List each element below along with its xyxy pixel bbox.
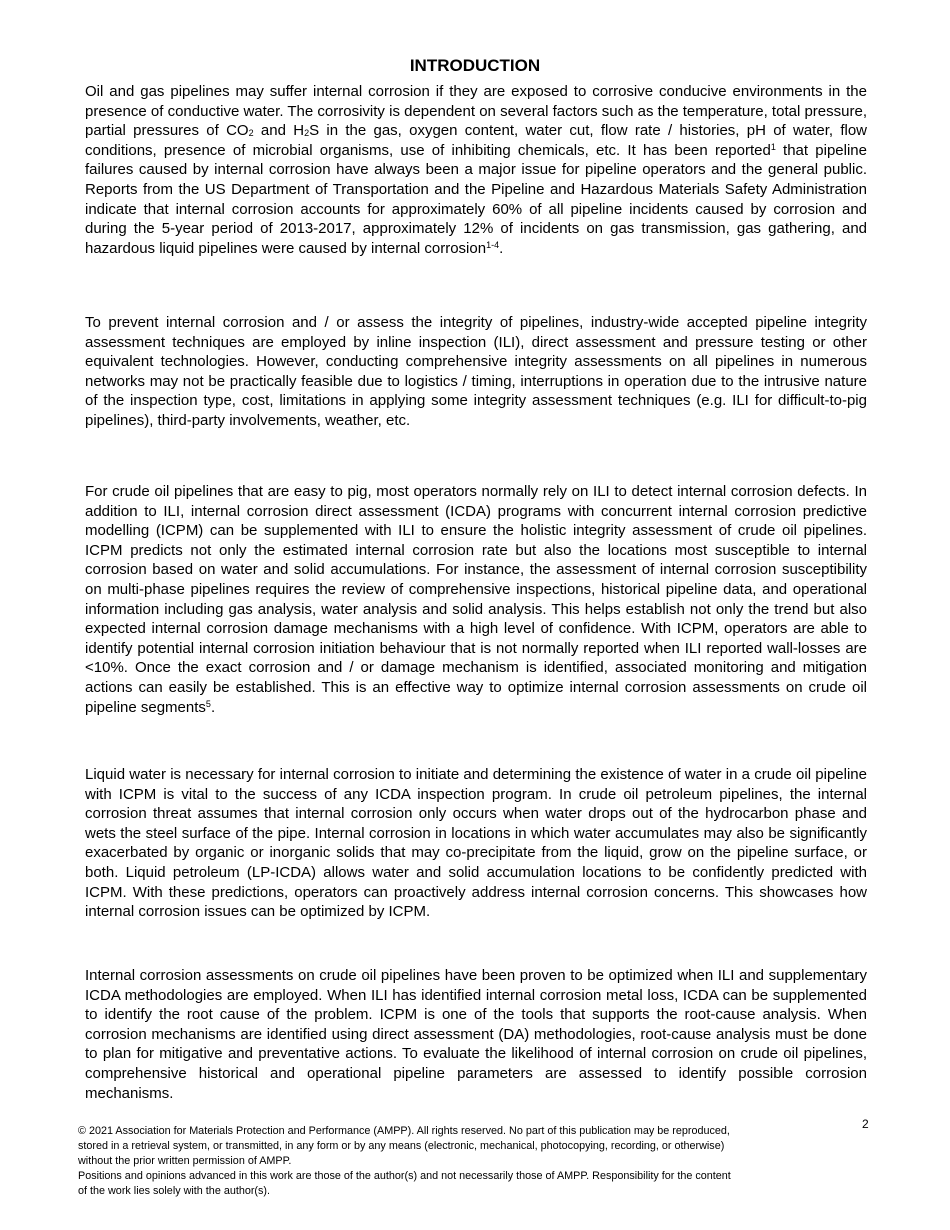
paragraph-2: To prevent internal corrosion and / or assess the integrity of pipelines, industry-wide accepted pipeline integrity assessment techniques are employed by inline inspection (ILI), direct assessment and pressure testing or other equivalent technologies. However, conducting comprehensive integrity assessments on all pipelines in numerous networks may not be practically feasible due to logistics / timing, interruptions in operation due to the intrusive nature of the inspection type, cost, limitations in applying some integrity assessment techniques (e.g. ILI for difficult-to-pig pipelines), third-party involvements, weather, etc. bbox=[85, 314, 867, 429]
footer-line-5: of the work lies solely with the author(s). bbox=[78, 1184, 271, 1197]
paragraph-1-text-e: . bbox=[499, 239, 504, 257]
paragraph-1-text-a: Oil and gas pipelines may suffer internal corrosion if they are exposed to corrosive conducive environments in the presence of conductive water. The corrosivity is dependent on several factors such as the temperature, total pressure, partial pressures of CO bbox=[85, 83, 867, 140]
section-title: INTRODUCTION bbox=[409, 56, 541, 75]
page-number: 2 bbox=[862, 1117, 869, 1131]
footer-line-3: without the prior written permission of AMPP. bbox=[78, 1154, 292, 1167]
paragraph-3-text-a: For crude oil pipelines that are easy to pig, most operators normally rely on ILI to detect internal corrosion defects. In addition to ILI, internal corrosion direct assessment (ICDA) programs with concurrent internal corrosion predictive modelling (ICPM) can be supplemented with ILI to ensure the holistic integrity assessment of crude oil pipelines. ICPM predicts not only the estimated internal corrosion rate but also the locations most susceptible to internal corrosion based on water and solid accumulations. For instance, the assessment of internal corrosion susceptibility on multi-phase pipelines requires the review of comprehensive inspections, historical pipeline data, and operational information including gas analysis, water analysis and solid analysis. This helps establish not only the trend but also expected internal corrosion damage mechanisms with a high level of confidence. With ICPM, operators are able to identify potential internal corrosion initiation behaviour that is not normally reported when ILI reported wall-losses are <10%. Once the exact corrosion and / or damage mechanism is identified, associated monitoring and mitigation actions can easily be established. This is an effective way to optimize internal corrosion assessments on crude oil pipeline segments bbox=[85, 483, 867, 716]
reference-1-4-superscript: 1-4 bbox=[486, 239, 500, 250]
footer-line-1: © 2021 Association for Materials Protection and Performance (AMPP). All rights reserved. No part of this publication may be reproduced, bbox=[78, 1125, 730, 1137]
paragraph-1 bbox=[85, 82, 867, 258]
reference-1-superscript: 1 bbox=[770, 141, 776, 152]
h2s-subscript: 2 bbox=[304, 128, 310, 139]
copyright-footer bbox=[78, 1124, 848, 1199]
paragraph-1-text-b: and H bbox=[253, 122, 305, 140]
paragraph-3 bbox=[85, 482, 867, 717]
paragraph-4: Liquid water is necessary for internal corrosion to initiate and determining the existence of water in a crude oil pipeline with ICPM is vital to the success of any ICDA inspection program. In crude oil petroleum pipelines, the internal corrosion threat assumes that internal corrosion only occurs when water drops out of the hydrocarbon phase and wets the steel surface of the pipe. Internal corrosion in locations in which water accumulates may also be significantly exacerbated by organic or inorganic solids that may co-precipitate from the liquid, grow on the pipeline surface, or both. Liquid petroleum (LP-ICDA) allows water and solid accumulation locations to be confidently predicted with ICPM. With these predictions, operators can proactively address internal corrosion concerns. This showcases how internal corrosion issues can be optimized by ICPM. bbox=[85, 766, 867, 921]
footer-line-2: stored in a retrieval system, or transmitted, in any form or by any means (electronic, mechanical, photocopying, recording, or otherwise) bbox=[78, 1139, 725, 1152]
co2-subscript: 2 bbox=[248, 128, 254, 139]
footer-line-4: Positions and opinions advanced in this work are those of the author(s) and not necessarily those of AMPP. Responsibility for the content bbox=[78, 1169, 731, 1182]
paragraph-3-text-b: . bbox=[210, 698, 216, 716]
paragraph-1-text-d: that pipeline failures caused by internal corrosion have always been a major issue for pipeline operators and the general public. Reports from the US Department of Transportation and the Pipeline and Hazardous Materials Safety Administration indicate that internal corrosion accounts for approximately 60% of all pipeline incidents caused by corrosion and during the 5-year period of 2013-2017, approximately 12% of incidents on gas transmission, gas gathering, and hazardous liquid pipelines were caused by internal corrosion bbox=[85, 141, 867, 257]
paragraph-1-text-c: S in the gas, oxygen content, water cut, flow rate / histories, pH of water, flow conditions, presence of microbial organisms, use of inhibiting chemicals, etc. It has been reported bbox=[85, 122, 867, 159]
reference-5-superscript: 5 bbox=[205, 698, 211, 709]
paragraph-5: Internal corrosion assessments on crude oil pipelines have been proven to be optimized when ILI and supplementary ICDA methodologies are employed. When ILI has identified internal corrosion metal loss, ICDA can be supplemented to identify the root cause of the problem. ICPM is one of the tools that supports the root-cause analysis. When corrosion mechanisms are identified using direct assessment (DA) methodologies, root-cause analysis must be done to plan for mitigative and preventative actions. To evaluate the likelihood of internal corrosion on crude oil pipelines, comprehensive historical and operational pipeline parameters are assessed to identify possible corrosion mechanisms. bbox=[85, 967, 867, 1102]
